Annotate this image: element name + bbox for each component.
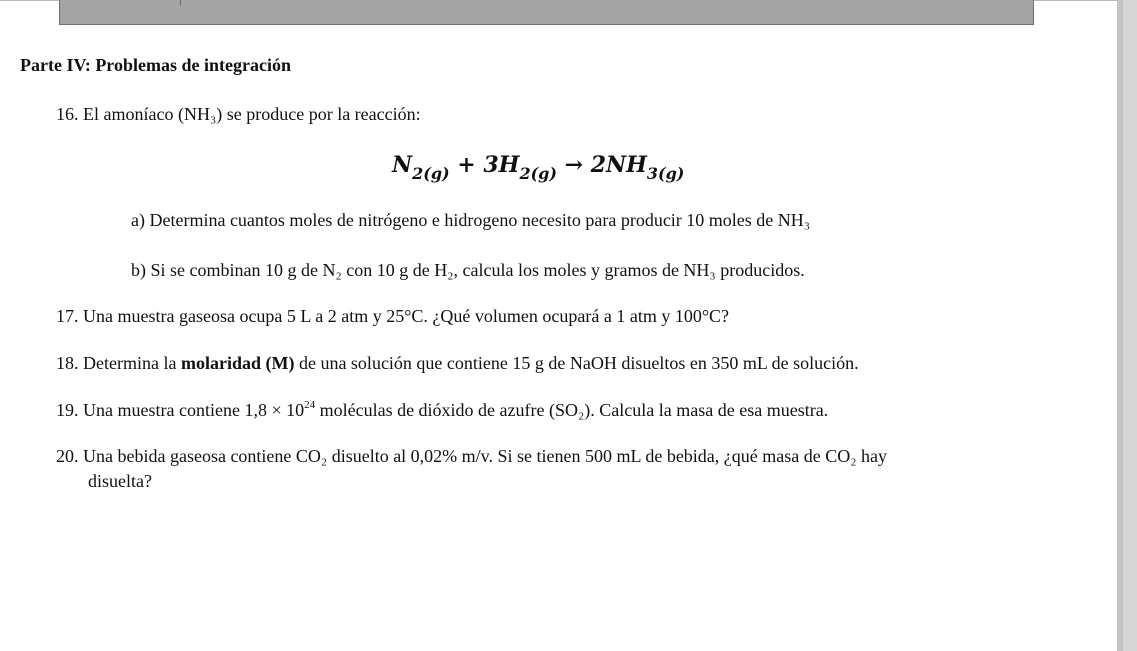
question-number: 20. — [56, 446, 79, 466]
equation-product: 2NH — [590, 152, 647, 178]
question-text-post: de una solución que contiene 15 g de NaOH disueltos en 350 mL de solución. — [294, 353, 859, 373]
section-title: Parte IV: Problemas de integración — [20, 55, 291, 75]
question-20 — [56, 445, 887, 467]
question-number: 16. — [56, 104, 79, 124]
question-16 — [56, 103, 421, 125]
question-19 — [56, 399, 828, 424]
equation-reactant-2-subscript: 2(g) — [519, 164, 557, 183]
equation-reactant-1: N — [392, 152, 413, 178]
question-text-bold: molaridad (M) — [180, 353, 295, 373]
equation-arrow: → — [564, 152, 584, 178]
question-text: Una muestra gaseosa ocupa 5 L a 2 atm y 25°C. ¿Qué volumen ocupará a 1 atm y 100°C? — [83, 306, 730, 326]
question-text-post: moléculas de dióxido de azufre (SO₂). Calcula la masa de esa muestra. — [315, 400, 829, 420]
equation-plus: + — [457, 152, 476, 178]
question-20-line-2: disuelta? — [88, 471, 152, 491]
question-16b: b) Si se combinan 10 g de N₂ con 10 g de H₂, calcula los moles y gramos de NH₃ producidos. — [131, 260, 805, 280]
question-number: 17. — [56, 306, 79, 326]
question-16a: a) Determina cuantos moles de nitrógeno e hidrogeno necesito para producir 10 moles de NH₃ — [131, 210, 811, 230]
equation-product-subscript: 3(g) — [646, 164, 685, 183]
question-text-line-1: Una bebida gaseosa contiene CO₂ disuelto al 0,02% m/v. Si se tienen 500 mL de bebida, ¿qué masa de CO₂ hay — [83, 446, 888, 466]
question-number: 19. — [56, 400, 79, 420]
exponent: 24 — [304, 399, 316, 411]
question-18 — [56, 352, 859, 374]
question-text: El amoníaco (NH₃) se produce por la reacción: — [83, 104, 421, 124]
header-gray-bar — [59, 0, 1034, 25]
question-text-pre: Determina la — [83, 353, 181, 373]
equation-reactant-1-subscript: 2(g) — [412, 164, 450, 183]
equation-reactant-2: 3H — [483, 152, 520, 178]
right-edge-bar — [1117, 0, 1137, 651]
question-number: 18. — [56, 353, 79, 373]
chemical-equation — [392, 150, 684, 182]
question-text-pre: Una muestra contiene 1,8 × 10 — [83, 400, 305, 420]
question-17 — [56, 305, 729, 327]
